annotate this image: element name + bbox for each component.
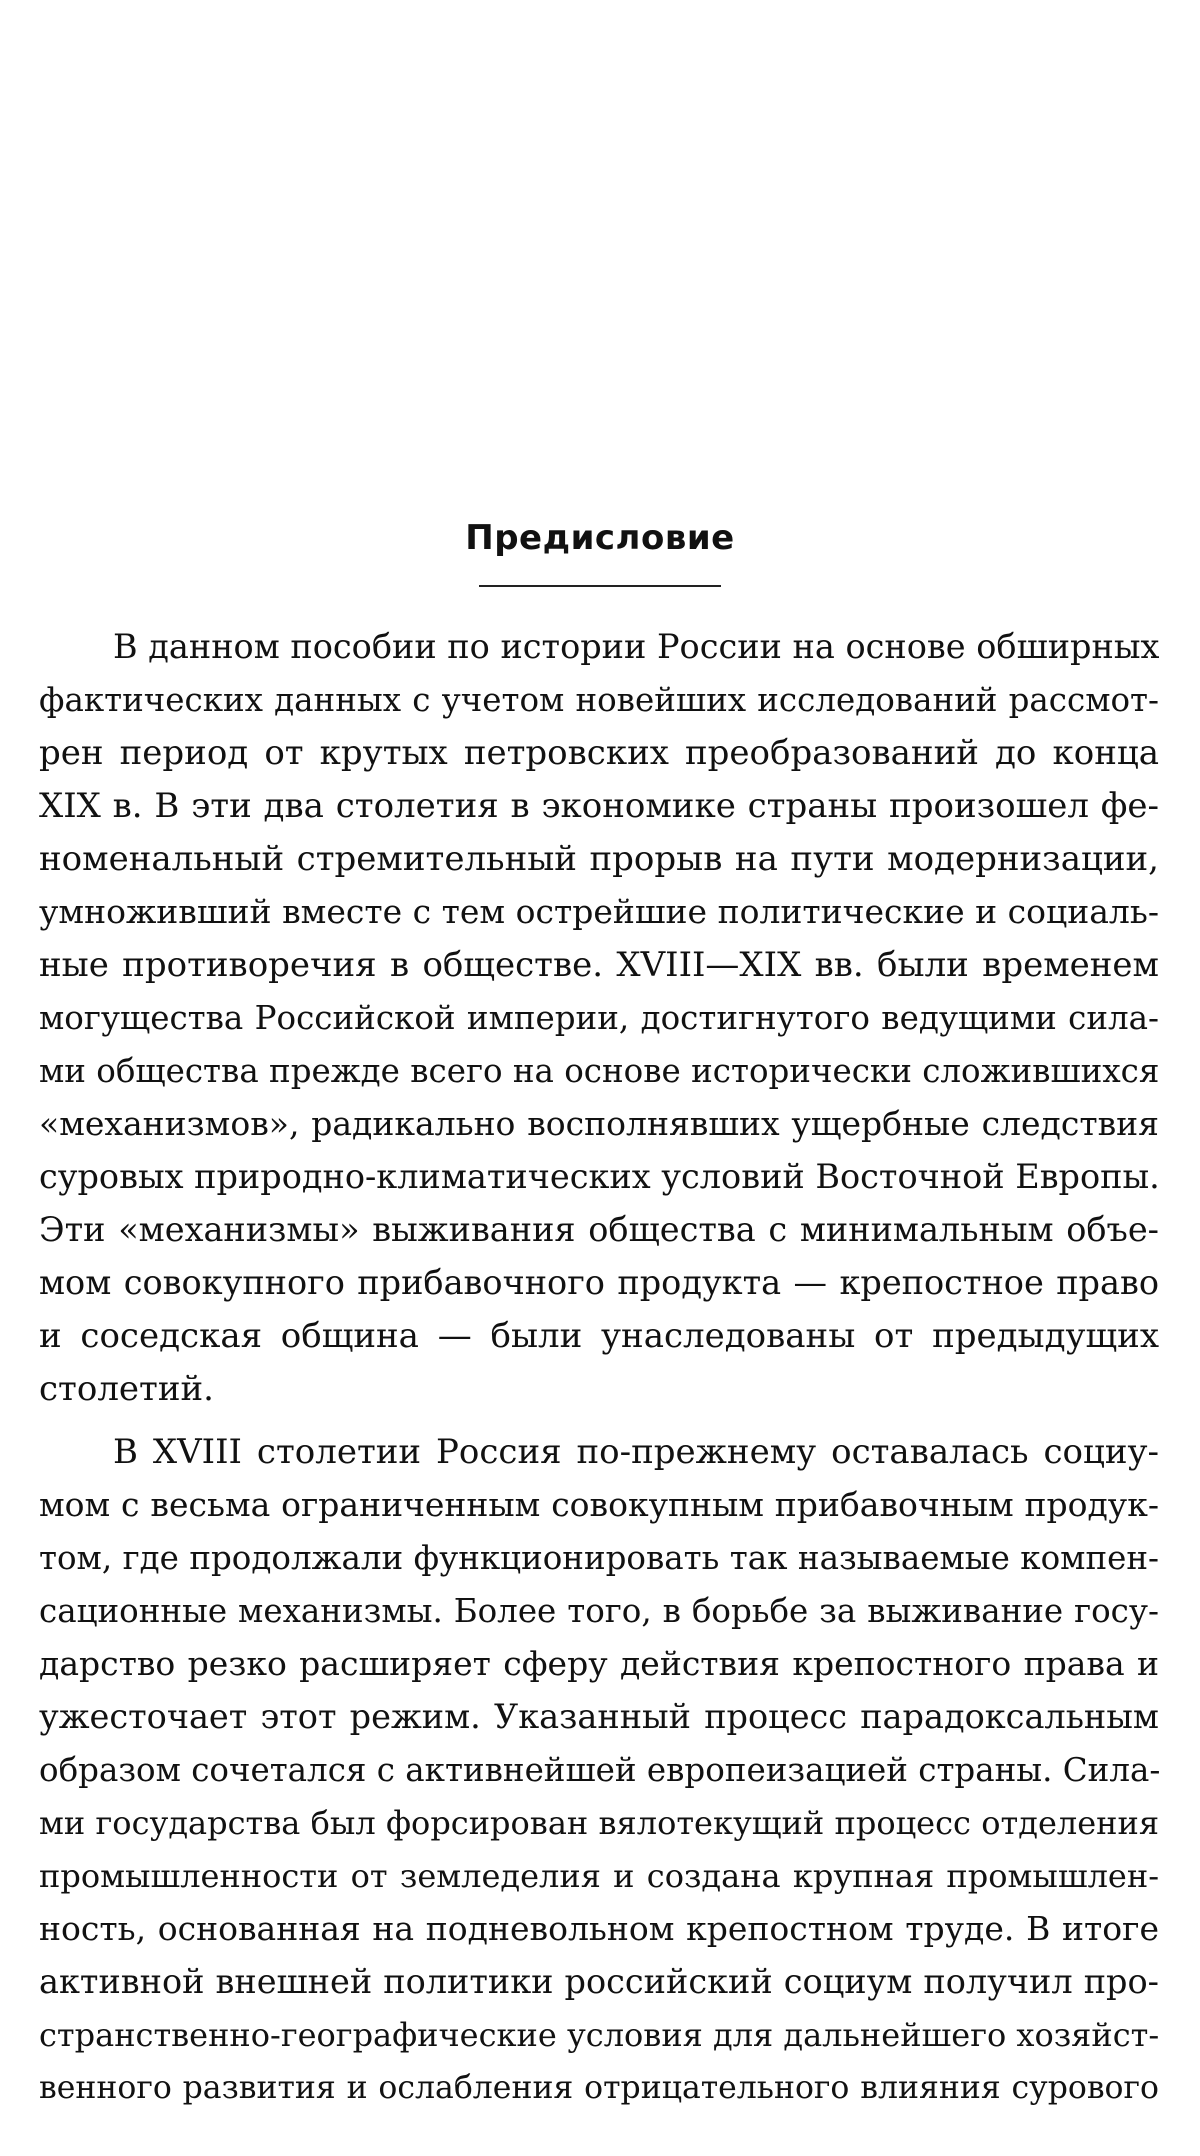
title-underline — [479, 585, 721, 587]
paragraph-2-line: том, где продолжали функционировать так называемые компен- — [39, 1539, 1159, 1577]
paragraph-2-line: ми государства был форсирован вялотекущий процесс отделения — [39, 1804, 1159, 1842]
paragraph-2-line: дарство резко расширяет сферу действия крепостного права и — [39, 1644, 1159, 1683]
paragraph-2-line: В XVIII столетии Россия по-прежнему оставалась социу- — [113, 1432, 1159, 1472]
paragraph-1-line: могущества Российской империи, достигнутого ведущими сила- — [39, 999, 1159, 1037]
paragraph-2-line: ность, основанная на подневольном крепостном труде. В итоге — [39, 1909, 1159, 1948]
paragraph-2-line: активной внешней политики российский социум получил про- — [39, 1962, 1159, 2001]
paragraph-1-line: умноживший вместе с тем острейшие политические и социаль- — [39, 892, 1159, 931]
paragraph-1-line: фактических данных с учетом новейших исследований рассмот- — [39, 681, 1159, 719]
paragraph-2-line: ужесточает этот режим. Указанный процесс парадоксальным — [39, 1697, 1159, 1736]
paragraph-1-line: номенальный стремительный прорыв на пути модернизации, — [39, 839, 1159, 879]
paragraph-1-line: и соседская община — были унаследованы от предыдущих — [39, 1316, 1159, 1356]
paragraph-1-line: ные противоречия в обществе. XVIII—XIX вв. были временем — [39, 945, 1159, 985]
paragraph-1-line: столетий. — [39, 1369, 214, 1409]
paragraph-2-line: венного развития и ослабления отрицательного влияния сурового — [39, 2070, 1159, 2106]
paragraph-1-line: XIX в. В эти два столетия в экономике страны произошел фе- — [39, 786, 1159, 826]
paragraph-1-line: мом совокупного прибавочного продукта — крепостное право — [39, 1263, 1159, 1302]
paragraph-1-line: рен период от крутых петровских преобразований до конца — [39, 733, 1159, 773]
paragraph-1-line: Эти «механизмы» выживания общества с минимальным объе- — [39, 1210, 1159, 1249]
page-title: Предисловие — [465, 518, 735, 558]
paragraph-2-line: сационные механизмы. Более того, в борьбе за выживание госу- — [39, 1592, 1159, 1630]
paragraph-1-line: суровых природно-климатических условий Восточной Европы. — [39, 1157, 1160, 1196]
paragraph-2-line: странственно-географические условия для дальнейшего хозяйст- — [39, 2016, 1160, 2054]
paragraph-2-line: мом с весьма ограниченным совокупным прибавочным продук- — [39, 1485, 1159, 1524]
paragraph-1-line: В данном пособии по истории России на основе обширных — [113, 627, 1160, 666]
paragraph-2-line: промышленности от земледелия и создана крупная промышлен- — [39, 1857, 1159, 1895]
paragraph-2-line: образом сочетался с активнейшей европеизацией страны. Сила- — [39, 1751, 1161, 1789]
paragraph-1-line: ми общества прежде всего на основе исторически сложившихся — [39, 1052, 1160, 1090]
paragraph-1-line: «механизмов», радикально восполнявших ущербные следствия — [39, 1104, 1159, 1143]
